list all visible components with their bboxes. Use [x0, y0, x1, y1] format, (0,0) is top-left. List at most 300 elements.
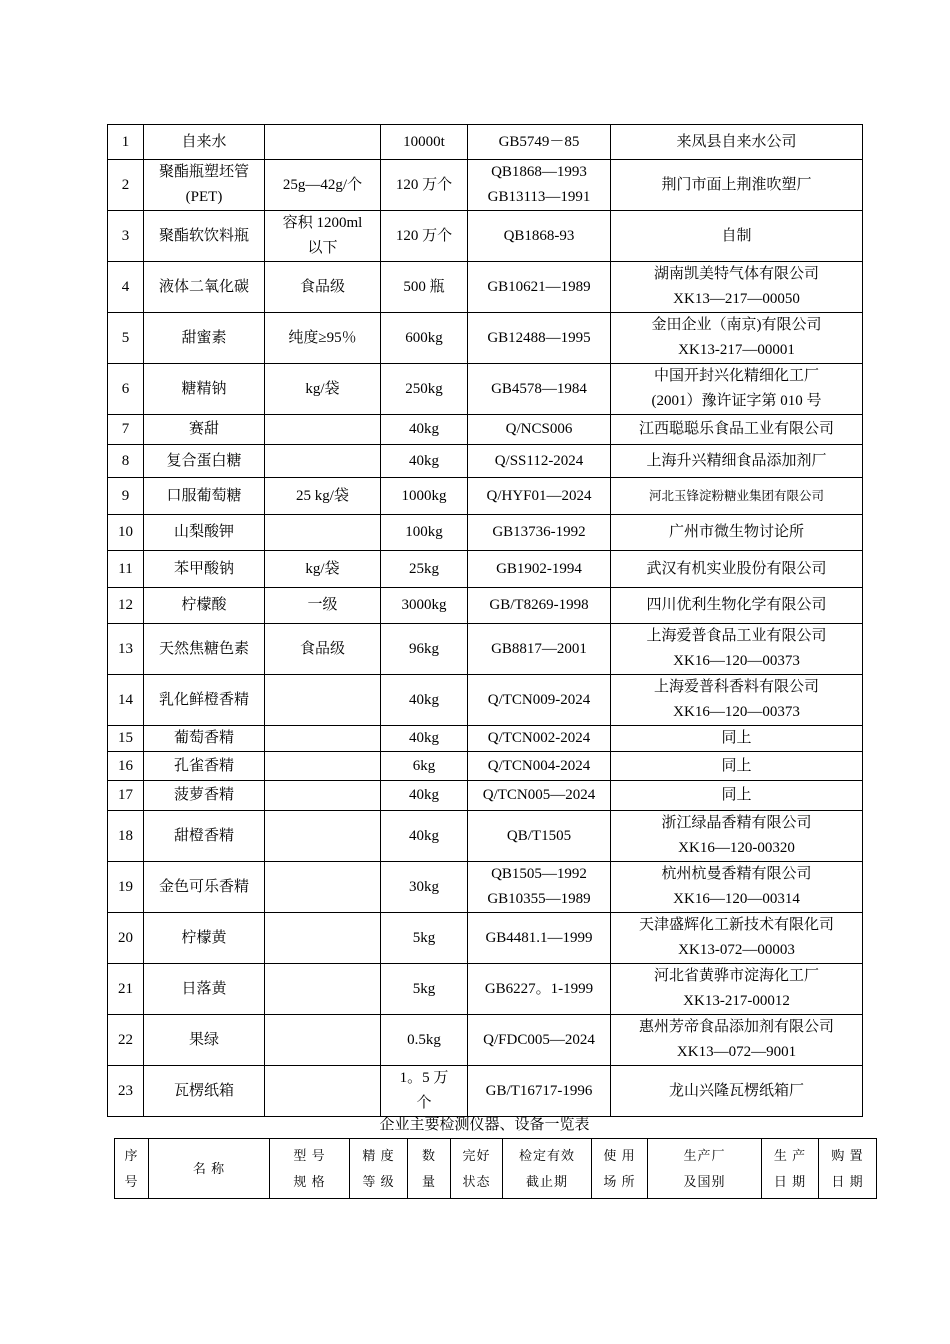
material-name-line: (PET) — [185, 189, 223, 205]
row-number: 18 — [108, 811, 144, 862]
material-spec-line: 以下 — [307, 240, 338, 256]
header-line: 号 — [124, 1173, 139, 1189]
material-quantity-line: 1000kg — [401, 487, 447, 504]
material-quantity — [381, 125, 468, 160]
material-quantity-line: 40kg — [409, 452, 439, 469]
header-line: 序 — [124, 1147, 139, 1163]
material-spec — [265, 211, 381, 262]
header-line: 完好 — [462, 1147, 491, 1163]
material-name — [144, 313, 265, 364]
material-name — [144, 515, 265, 551]
material-supplier-line: 中国开封兴化精细化工厂 — [653, 368, 819, 384]
row-number: 11 — [108, 551, 144, 588]
material-standard-line: GB5749－85 — [498, 133, 580, 150]
material-name-line: 口服葡萄糖 — [166, 487, 242, 504]
material-supplier-line: 天津盛辉化工新技术有限化司 — [638, 917, 834, 933]
table-row — [108, 364, 863, 415]
instruments-header-cell — [592, 1139, 648, 1199]
table-row — [108, 862, 863, 913]
material-supplier — [611, 624, 863, 675]
material-supplier — [611, 675, 863, 726]
material-supplier — [611, 964, 863, 1015]
material-supplier-line: 自制 — [721, 227, 752, 244]
material-standard — [468, 160, 611, 211]
material-standard-line: Q/HYF01—2024 — [486, 487, 592, 504]
material-quantity-line: 600kg — [405, 329, 443, 346]
material-standard-line: GB6227。1-1999 — [484, 980, 594, 997]
material-supplier — [611, 445, 863, 478]
row-number: 20 — [108, 913, 144, 964]
material-spec-line: 25 kg/袋 — [296, 487, 349, 504]
material-name — [144, 1015, 265, 1066]
material-standard-line: GB10355—1989 — [487, 891, 591, 907]
header-line: 截止期 — [525, 1173, 568, 1189]
material-spec — [265, 675, 381, 726]
header-line: 日 期 — [831, 1173, 864, 1189]
material-quantity-line: 5kg — [412, 929, 436, 946]
header-line: 日 期 — [773, 1173, 807, 1189]
material-name-line: 山梨酸钾 — [173, 524, 234, 540]
instruments-table — [114, 1138, 877, 1199]
material-name-line: 果绿 — [188, 1031, 219, 1048]
material-name-line: 复合蛋白糖 — [166, 452, 242, 469]
header-line: 等 级 — [362, 1173, 395, 1189]
material-supplier-line: 河北省黄骅市淀海化工厂 — [653, 968, 819, 984]
row-number: 14 — [108, 675, 144, 726]
material-standard — [468, 726, 611, 752]
material-quantity-line: 120 万个 — [395, 176, 453, 193]
material-name — [144, 624, 265, 675]
material-supplier-line: XK13-217-00012 — [683, 993, 790, 1009]
material-quantity-line: 10000t — [403, 133, 445, 150]
material-name — [144, 551, 265, 588]
material-supplier — [611, 125, 863, 160]
header-line: 数 — [421, 1147, 436, 1163]
instruments-header-cell — [270, 1139, 350, 1199]
table-row — [108, 913, 863, 964]
material-standard — [468, 1066, 611, 1117]
row-number: 8 — [108, 445, 144, 478]
material-spec-line: 纯度≥95％ — [288, 329, 357, 346]
material-name — [144, 862, 265, 913]
material-standard-line: Q/TCN002-2024 — [487, 730, 591, 746]
material-name — [144, 1066, 265, 1117]
instruments-header-cell — [503, 1139, 592, 1199]
material-standard-line: GB12488—1995 — [487, 329, 591, 346]
material-quantity-line: 500 瓶 — [403, 278, 445, 295]
header-line: 精 度 — [362, 1147, 395, 1163]
table-row — [108, 811, 863, 862]
material-quantity-line: 1。5 万 — [399, 1070, 449, 1086]
row-number: 7 — [108, 415, 144, 445]
material-standard-line: Q/TCN005—2024 — [482, 787, 596, 803]
material-quantity — [381, 445, 468, 478]
row-number: 15 — [108, 726, 144, 752]
header-line: 检定有效 — [518, 1147, 575, 1163]
table-row — [108, 781, 863, 811]
material-standard-line: GB8817—2001 — [491, 640, 587, 657]
material-name — [144, 964, 265, 1015]
material-name — [144, 781, 265, 811]
material-standard — [468, 478, 611, 515]
table-row — [108, 752, 863, 781]
material-quantity-line: 40kg — [409, 787, 439, 803]
material-supplier-line: XK13—217—00050 — [673, 291, 800, 307]
row-number: 23 — [108, 1066, 144, 1117]
material-quantity — [381, 415, 468, 445]
material-name-line: 甜橙香精 — [173, 827, 234, 844]
material-quantity — [381, 211, 468, 262]
material-standard — [468, 1015, 611, 1066]
row-number: 10 — [108, 515, 144, 551]
material-supplier-line: 上海爱普食品工业有限公司 — [646, 628, 827, 644]
material-supplier — [611, 160, 863, 211]
row-number: 3 — [108, 211, 144, 262]
material-name-line: 日落黄 — [181, 980, 227, 997]
table-row — [108, 675, 863, 726]
material-spec — [265, 862, 381, 913]
material-supplier-line: 荆门市面上荆淮吹塑厂 — [661, 176, 812, 193]
material-standard — [468, 964, 611, 1015]
material-standard — [468, 588, 611, 624]
material-name-line: 孔雀香精 — [173, 757, 234, 774]
material-spec — [265, 1066, 381, 1117]
material-standard-line: Q/SS112-2024 — [494, 452, 584, 469]
material-standard-line: GB/T8269-1998 — [489, 597, 589, 613]
instruments-header-cell — [115, 1139, 149, 1199]
material-standard-line: QB1868—1993 — [491, 164, 587, 180]
material-name-line: 菠萝香精 — [173, 787, 234, 803]
material-name — [144, 478, 265, 515]
table-row — [108, 211, 863, 262]
material-spec — [265, 913, 381, 964]
material-supplier-line: XK16—120-00320 — [678, 840, 795, 856]
material-supplier — [611, 515, 863, 551]
instruments-header-row — [115, 1139, 877, 1199]
instruments-header-cell — [408, 1139, 451, 1199]
material-name — [144, 588, 265, 624]
material-standard — [468, 125, 611, 160]
material-quantity — [381, 964, 468, 1015]
instruments-header-cell — [762, 1139, 819, 1199]
material-standard — [468, 313, 611, 364]
material-standard-line: GB10621—1989 — [487, 278, 591, 295]
material-name-line: 甜蜜素 — [181, 329, 227, 346]
material-name-line: 柠檬酸 — [181, 597, 227, 613]
material-supplier-line: 惠州芳帝食品添加剂有限公司 — [638, 1019, 834, 1035]
material-name-line: 苯甲酸钠 — [173, 560, 234, 577]
material-supplier-line: 上海升兴精细食品添加剂厂 — [646, 452, 827, 469]
instruments-header-cell — [451, 1139, 503, 1199]
material-quantity-line: 120 万个 — [395, 227, 453, 244]
table-row — [108, 313, 863, 364]
material-name-line: 赛甜 — [188, 421, 219, 437]
row-number: 16 — [108, 752, 144, 781]
material-quantity-line: 3000kg — [401, 597, 447, 613]
material-spec-line: kg/袋 — [305, 380, 340, 397]
material-quantity-line: 250kg — [405, 380, 443, 397]
material-standard-line: Q/FDC005—2024 — [483, 1031, 595, 1048]
material-spec — [265, 262, 381, 313]
material-spec — [265, 752, 381, 781]
material-spec — [265, 125, 381, 160]
material-name-line: 金色可乐香精 — [158, 878, 249, 895]
material-standard — [468, 811, 611, 862]
material-quantity — [381, 781, 468, 811]
row-number: 4 — [108, 262, 144, 313]
material-quantity — [381, 752, 468, 781]
material-quantity — [381, 364, 468, 415]
instruments-header-cell — [350, 1139, 408, 1199]
material-name — [144, 913, 265, 964]
material-name-line: 自来水 — [181, 133, 227, 150]
material-quantity — [381, 160, 468, 211]
table-row — [108, 588, 863, 624]
material-name-line: 糖精钠 — [181, 380, 227, 397]
material-standard — [468, 364, 611, 415]
material-standard-line: Q/TCN004-2024 — [487, 757, 591, 774]
material-spec-line: 25g—42g/个 — [282, 176, 363, 193]
material-supplier-line: 武汉有机实业股份有限公司 — [646, 560, 827, 577]
material-supplier-line: 江西聪聪乐食品工业有限公司 — [638, 421, 834, 437]
material-name — [144, 752, 265, 781]
header-line: 购 置 — [831, 1147, 864, 1163]
material-standard-line: GB4578—1984 — [491, 380, 587, 397]
material-supplier-line: 浙江绿晶香精有限公司 — [661, 815, 812, 831]
material-quantity — [381, 675, 468, 726]
row-number: 12 — [108, 588, 144, 624]
material-standard — [468, 262, 611, 313]
material-supplier-line: 同上 — [721, 730, 752, 746]
material-name — [144, 445, 265, 478]
material-standard-line: QB1868-93 — [503, 227, 575, 244]
material-supplier — [611, 364, 863, 415]
row-number: 5 — [108, 313, 144, 364]
material-standard-line: GB/T16717-1996 — [485, 1082, 593, 1099]
material-supplier — [611, 752, 863, 781]
material-supplier — [611, 862, 863, 913]
material-quantity — [381, 262, 468, 313]
material-quantity — [381, 726, 468, 752]
table-row — [108, 262, 863, 313]
material-quantity-line: 40kg — [409, 730, 439, 746]
material-quantity — [381, 811, 468, 862]
table-row — [108, 415, 863, 445]
material-supplier-line: (2001）豫许证字第 010 号 — [651, 393, 822, 409]
material-standard-line: GB4481.1—1999 — [485, 929, 593, 946]
material-standard — [468, 515, 611, 551]
material-quantity-line: 5kg — [412, 980, 436, 997]
material-standard — [468, 781, 611, 811]
material-supplier — [611, 588, 863, 624]
material-name — [144, 262, 265, 313]
material-name-line: 聚酯软饮料瓶 — [158, 227, 249, 244]
header-line: 状态 — [462, 1173, 491, 1189]
material-spec — [265, 964, 381, 1015]
material-supplier — [611, 811, 863, 862]
material-name-line: 聚酯瓶塑坯管 — [158, 164, 249, 180]
material-name-line: 瓦楞纸箱 — [173, 1082, 234, 1099]
material-name-line: 葡萄香精 — [173, 730, 234, 746]
material-spec — [265, 811, 381, 862]
material-supplier-line: 湖南凯美特气体有限公司 — [653, 266, 819, 282]
material-quantity-line: 40kg — [409, 827, 439, 844]
material-supplier-line: XK16—120—00314 — [673, 891, 800, 907]
row-number: 2 — [108, 160, 144, 211]
material-supplier — [611, 781, 863, 811]
row-number: 21 — [108, 964, 144, 1015]
material-quantity — [381, 1066, 468, 1117]
table-row — [108, 478, 863, 515]
material-name-line: 柠檬黄 — [181, 929, 227, 946]
material-spec — [265, 1015, 381, 1066]
material-standard-line: Q/TCN009-2024 — [487, 691, 591, 708]
material-quantity-line: 个 — [416, 1095, 432, 1111]
material-spec — [265, 445, 381, 478]
material-name-line: 乳化鲜橙香精 — [158, 691, 249, 708]
table-row — [108, 125, 863, 160]
header-line: 场 所 — [603, 1173, 636, 1189]
material-name — [144, 160, 265, 211]
material-spec-line: 容积 1200ml — [282, 215, 363, 231]
material-standard-line: GB1902-1994 — [496, 560, 582, 577]
material-spec — [265, 160, 381, 211]
material-name — [144, 211, 265, 262]
table-row — [108, 726, 863, 752]
material-name — [144, 726, 265, 752]
header-line: 生 产 — [773, 1147, 807, 1163]
material-spec — [265, 551, 381, 588]
material-supplier-line: 河北玉锋淀粉糖业集团有限公司 — [648, 488, 824, 503]
table-row — [108, 624, 863, 675]
material-supplier — [611, 551, 863, 588]
material-supplier-line: XK16—120—00373 — [673, 704, 800, 720]
material-name — [144, 125, 265, 160]
material-spec-line: 一级 — [307, 597, 338, 613]
table-row — [108, 551, 863, 588]
row-number: 6 — [108, 364, 144, 415]
material-quantity-line: 40kg — [409, 691, 439, 708]
row-number: 17 — [108, 781, 144, 811]
instruments-header-cell — [149, 1139, 270, 1199]
material-name — [144, 675, 265, 726]
material-supplier-line: XK16—120—00373 — [673, 653, 800, 669]
material-spec-line: 食品级 — [299, 278, 345, 295]
instruments-header-cell — [819, 1139, 877, 1199]
material-quantity — [381, 913, 468, 964]
table-row — [108, 1015, 863, 1066]
material-name — [144, 811, 265, 862]
instruments-header-cell — [648, 1139, 762, 1199]
material-standard — [468, 415, 611, 445]
row-number: 1 — [108, 125, 144, 160]
row-number: 13 — [108, 624, 144, 675]
material-spec — [265, 726, 381, 752]
material-quantity-line: 100kg — [405, 524, 443, 540]
material-quantity — [381, 478, 468, 515]
header-line: 名 称 — [192, 1160, 226, 1176]
material-spec — [265, 624, 381, 675]
material-quantity — [381, 624, 468, 675]
material-quantity-line: 6kg — [412, 757, 436, 774]
table-row — [108, 964, 863, 1015]
material-spec-line: kg/袋 — [305, 560, 340, 577]
material-standard — [468, 211, 611, 262]
material-standard — [468, 913, 611, 964]
material-spec — [265, 515, 381, 551]
material-spec — [265, 313, 381, 364]
material-name-line: 天然焦糖色素 — [158, 640, 249, 657]
material-supplier-line: 上海爱普科香料有限公司 — [653, 679, 819, 695]
material-supplier — [611, 262, 863, 313]
material-standard-line: GB13113—1991 — [487, 189, 591, 205]
header-line: 型 号 — [293, 1147, 326, 1163]
material-quantity-line: 30kg — [409, 878, 439, 895]
material-supplier — [611, 478, 863, 515]
material-supplier — [611, 1066, 863, 1117]
material-spec-line: 食品级 — [299, 640, 345, 657]
material-supplier-line: 同上 — [721, 787, 752, 803]
material-quantity — [381, 588, 468, 624]
material-supplier-line: 龙山兴隆瓦楞纸箱厂 — [668, 1082, 804, 1099]
material-supplier-line: XK13—072—9001 — [676, 1044, 797, 1060]
table-row — [108, 160, 863, 211]
material-quantity — [381, 862, 468, 913]
header-line: 及国别 — [683, 1173, 726, 1189]
material-standard — [468, 445, 611, 478]
material-standard — [468, 675, 611, 726]
header-line: 量 — [421, 1173, 436, 1189]
material-spec — [265, 364, 381, 415]
row-number: 19 — [108, 862, 144, 913]
material-quantity — [381, 313, 468, 364]
material-quantity — [381, 515, 468, 551]
material-quantity-line: 0.5kg — [407, 1031, 441, 1048]
material-standard-line: GB13736-1992 — [492, 524, 586, 540]
material-name-line: 液体二氧化碳 — [158, 278, 249, 295]
header-line: 规 格 — [293, 1173, 326, 1189]
material-standard-line: QB/T1505 — [506, 827, 572, 844]
header-line: 使 用 — [603, 1147, 636, 1163]
material-supplier-line: XK13-217—00001 — [678, 342, 795, 358]
material-spec — [265, 781, 381, 811]
material-supplier-line: 广州市微生物讨论所 — [668, 524, 804, 540]
material-quantity-line: 25kg — [409, 560, 439, 577]
material-standard-line: QB1505—1992 — [491, 866, 587, 882]
material-standard-line: Q/NCS006 — [505, 421, 573, 437]
material-spec — [265, 588, 381, 624]
material-spec — [265, 478, 381, 515]
material-standard — [468, 551, 611, 588]
material-supplier-line: 四川优利生物化学有限公司 — [646, 597, 827, 613]
material-supplier-line: 杭州杭曼香精有限公司 — [661, 866, 812, 882]
material-standard — [468, 624, 611, 675]
material-supplier-line: 金田企业（南京)有限公司 — [651, 317, 822, 333]
material-name — [144, 415, 265, 445]
material-supplier — [611, 211, 863, 262]
material-supplier — [611, 726, 863, 752]
material-supplier — [611, 1015, 863, 1066]
material-quantity-line: 40kg — [409, 421, 439, 437]
material-quantity-line: 96kg — [409, 640, 439, 657]
header-line: 生产厂 — [683, 1147, 726, 1163]
row-number: 22 — [108, 1015, 144, 1066]
material-supplier-line: 来凤县自来水公司 — [676, 133, 797, 150]
material-standard — [468, 752, 611, 781]
material-supplier-line: XK13-072—00003 — [678, 942, 795, 958]
material-supplier — [611, 913, 863, 964]
row-number: 9 — [108, 478, 144, 515]
